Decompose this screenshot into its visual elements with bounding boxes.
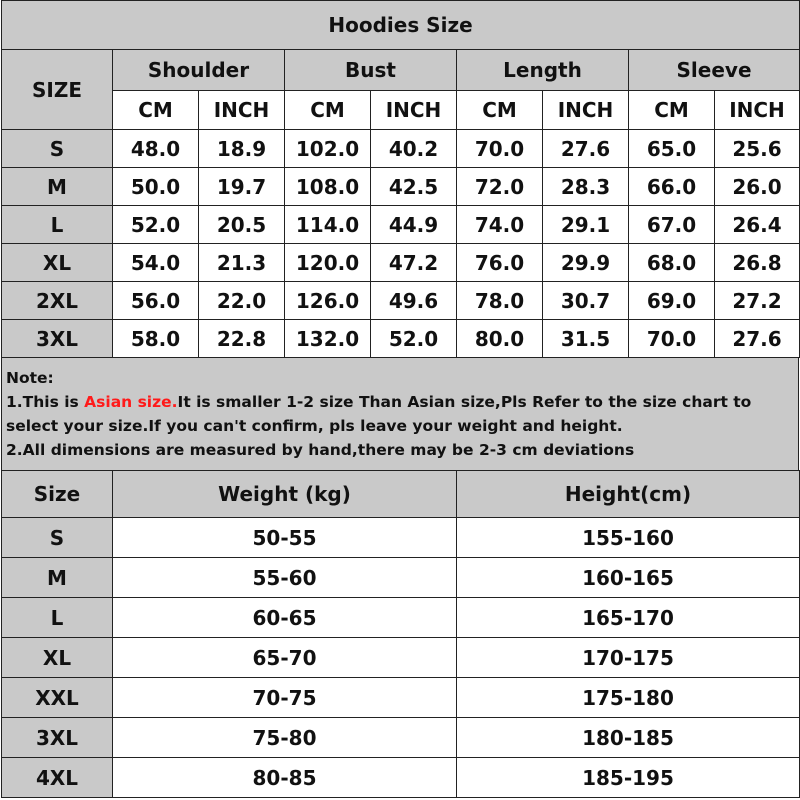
- measurement-cell: 114.0: [285, 206, 371, 244]
- table-row: [2, 758, 800, 798]
- size-label-cell: S: [2, 130, 113, 168]
- measurement-cell: 58.0: [113, 320, 199, 358]
- note-line-2: 2.All dimensions are measured by hand,there may be 2-3 cm deviations: [6, 441, 635, 459]
- table-row: [2, 206, 800, 244]
- measurement-cell: 42.5: [371, 168, 457, 206]
- measurement-cell: 102.0: [285, 130, 371, 168]
- table-row: [2, 678, 800, 718]
- table-row: [2, 518, 800, 558]
- table-row: [2, 718, 800, 758]
- fit-size-cell: M: [2, 558, 113, 598]
- weight-range-cell: 55-60: [113, 558, 457, 598]
- size-table-body: [2, 130, 800, 358]
- measurement-cell: 19.7: [199, 168, 285, 206]
- height-range-cell: 155-160: [457, 518, 800, 558]
- measurement-cell: 54.0: [113, 244, 199, 282]
- measurement-cell: 52.0: [113, 206, 199, 244]
- size-label-cell: L: [2, 206, 113, 244]
- hoodie-size-table: [1, 0, 800, 358]
- measurement-cell: 22.0: [199, 282, 285, 320]
- unit-header: INCH: [371, 91, 457, 130]
- note-line-1-prefix: 1.This is: [6, 393, 85, 411]
- note-line-1-rest: It is smaller 1-2 size Than Asian size,Pls Refer to the size chart to select your size.If you can't confirm, pls leave your weight and height.: [6, 393, 752, 435]
- weight-range-cell: 50-55: [113, 518, 457, 558]
- measurement-cell: 69.0: [629, 282, 715, 320]
- measurement-cell: 48.0: [113, 130, 199, 168]
- height-range-cell: 175-180: [457, 678, 800, 718]
- fit-size-cell: XL: [2, 638, 113, 678]
- weight-range-cell: 65-70: [113, 638, 457, 678]
- size-column-header: SIZE: [2, 50, 113, 130]
- fit-header-weight: Weight (kg): [113, 471, 457, 518]
- measurement-cell: 76.0: [457, 244, 543, 282]
- measurement-cell: 68.0: [629, 244, 715, 282]
- table-title: Hoodies Size: [2, 1, 800, 50]
- measurement-cell: 22.8: [199, 320, 285, 358]
- table-row: [2, 244, 800, 282]
- measurement-cell: 21.3: [199, 244, 285, 282]
- asian-size-highlight: Asian size.: [84, 393, 178, 411]
- measurement-cell: 26.0: [715, 168, 800, 206]
- measurement-cell: 18.9: [199, 130, 285, 168]
- weight-height-table: [1, 470, 800, 798]
- table-row: [2, 130, 800, 168]
- unit-header: CM: [285, 91, 371, 130]
- measurement-cell: 132.0: [285, 320, 371, 358]
- measurement-cell: 80.0: [457, 320, 543, 358]
- table-row: [2, 638, 800, 678]
- weight-range-cell: 60-65: [113, 598, 457, 638]
- note-line-1: [6, 390, 794, 438]
- fit-header-height: Height(cm): [457, 471, 800, 518]
- unit-header: CM: [113, 91, 199, 130]
- measurement-cell: 47.2: [371, 244, 457, 282]
- measurement-cell: 27.6: [543, 130, 629, 168]
- group-header-length: Length: [457, 50, 629, 91]
- measurement-cell: 52.0: [371, 320, 457, 358]
- fit-size-cell: 3XL: [2, 718, 113, 758]
- group-header-bust: Bust: [285, 50, 457, 91]
- weight-range-cell: 80-85: [113, 758, 457, 798]
- fit-size-cell: S: [2, 518, 113, 558]
- weight-range-cell: 75-80: [113, 718, 457, 758]
- measurement-cell: 26.4: [715, 206, 800, 244]
- unit-header: INCH: [199, 91, 285, 130]
- height-range-cell: 170-175: [457, 638, 800, 678]
- fit-table-body: [2, 518, 800, 798]
- measurement-cell: 108.0: [285, 168, 371, 206]
- fit-header-size: Size: [2, 471, 113, 518]
- measurement-cell: 20.5: [199, 206, 285, 244]
- table-row: [2, 558, 800, 598]
- group-header-sleeve: Sleeve: [629, 50, 800, 91]
- measurement-cell: 27.6: [715, 320, 800, 358]
- measurement-cell: 65.0: [629, 130, 715, 168]
- measurement-cell: 67.0: [629, 206, 715, 244]
- unit-header: CM: [457, 91, 543, 130]
- measurement-cell: 70.0: [457, 130, 543, 168]
- height-range-cell: 165-170: [457, 598, 800, 638]
- unit-header: INCH: [715, 91, 800, 130]
- measurement-cell: 50.0: [113, 168, 199, 206]
- measurement-cell: 49.6: [371, 282, 457, 320]
- size-label-cell: 3XL: [2, 320, 113, 358]
- note-heading: Note:: [6, 369, 54, 387]
- table-row: [2, 168, 800, 206]
- measurement-cell: 27.2: [715, 282, 800, 320]
- height-range-cell: 180-185: [457, 718, 800, 758]
- unit-header: CM: [629, 91, 715, 130]
- measurement-cell: 25.6: [715, 130, 800, 168]
- table-row: [2, 282, 800, 320]
- note-box: [1, 358, 799, 470]
- height-range-cell: 160-165: [457, 558, 800, 598]
- measurement-cell: 126.0: [285, 282, 371, 320]
- measurement-cell: 31.5: [543, 320, 629, 358]
- measurement-cell: 74.0: [457, 206, 543, 244]
- measurement-cell: 44.9: [371, 206, 457, 244]
- unit-header: INCH: [543, 91, 629, 130]
- measurement-cell: 40.2: [371, 130, 457, 168]
- size-label-cell: 2XL: [2, 282, 113, 320]
- measurement-cell: 66.0: [629, 168, 715, 206]
- fit-size-cell: 4XL: [2, 758, 113, 798]
- measurement-cell: 30.7: [543, 282, 629, 320]
- measurement-cell: 29.1: [543, 206, 629, 244]
- measurement-cell: 70.0: [629, 320, 715, 358]
- size-label-cell: XL: [2, 244, 113, 282]
- height-range-cell: 185-195: [457, 758, 800, 798]
- weight-range-cell: 70-75: [113, 678, 457, 718]
- measurement-cell: 28.3: [543, 168, 629, 206]
- measurement-cell: 78.0: [457, 282, 543, 320]
- measurement-cell: 120.0: [285, 244, 371, 282]
- table-row: [2, 598, 800, 638]
- fit-size-cell: XXL: [2, 678, 113, 718]
- measurement-cell: 29.9: [543, 244, 629, 282]
- group-header-shoulder: Shoulder: [113, 50, 285, 91]
- size-label-cell: M: [2, 168, 113, 206]
- fit-size-cell: L: [2, 598, 113, 638]
- table-row: [2, 320, 800, 358]
- measurement-cell: 72.0: [457, 168, 543, 206]
- measurement-cell: 56.0: [113, 282, 199, 320]
- measurement-cell: 26.8: [715, 244, 800, 282]
